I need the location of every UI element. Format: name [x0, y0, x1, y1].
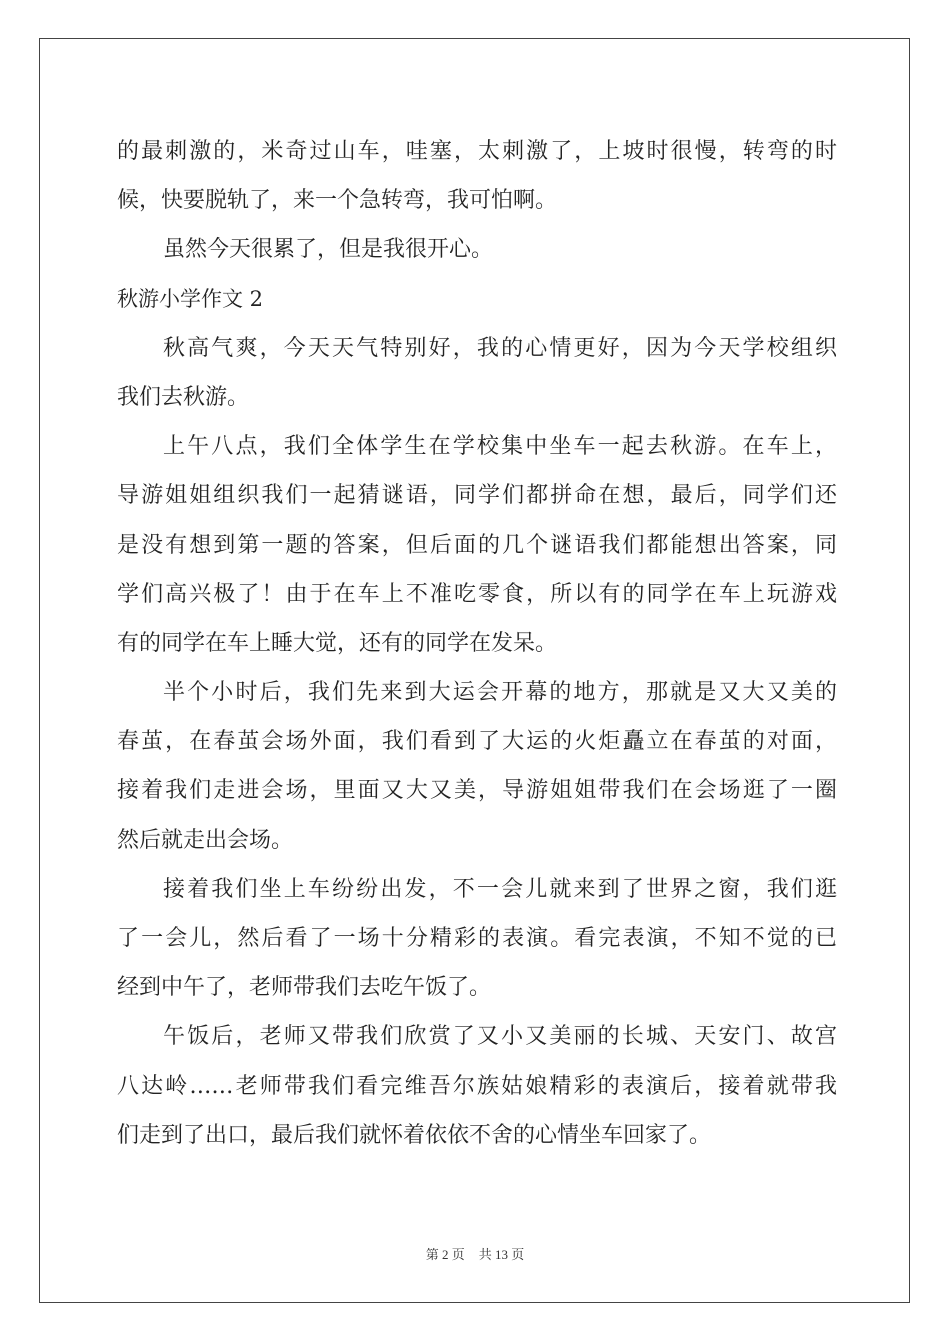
- text-line: 经到中午了，老师带我们去吃午饭了。: [117, 975, 492, 1001]
- text-line: 午饭后，老师又带我们欣赏了又小又美丽的长城、天安门、故宫: [163, 1024, 837, 1050]
- text-line: 秋高气爽，今天天气特别好，我的心情更好，因为今天学校组织: [163, 335, 837, 361]
- text-line: 学们高兴极了！由于在车上不准吃零食，所以有的同学在车上玩游戏: [117, 581, 837, 607]
- text-line: 上午八点，我们全体学生在学校集中坐车一起去秋游。在车上，: [163, 434, 837, 460]
- page-number: 第 2 页: [425, 1247, 465, 1262]
- text-line: 春茧，在春茧会场外面，我们看到了大运的火炬矗立在春茧的对面，: [117, 729, 837, 755]
- text-line: 是没有想到第一题的答案，但后面的几个谜语我们都能想出答案，同: [117, 532, 837, 558]
- text-line: 接着我们走进会场，里面又大又美，导游姐姐带我们在会场逛了一圈: [117, 778, 837, 804]
- text-line: 八达岭……老师带我们看完维吾尔族姑娘精彩的表演后，接着就带我: [117, 1073, 837, 1099]
- document-body: [117, 127, 837, 1160]
- text-line: 然后就走出会场。: [117, 827, 294, 853]
- text-line: 们走到了出口，最后我们就怀着依依不舍的心情坐车回家了。: [117, 1122, 712, 1148]
- text-line: 接着我们坐上车纷纷出发，不一会儿就来到了世界之窗，我们逛: [163, 876, 837, 902]
- text-line: 虽然今天很累了，但是我很开心。: [163, 237, 494, 263]
- text-line: 导游姐姐组织我们一起猜谜语，同学们都拼命在想，最后，同学们还: [117, 483, 837, 509]
- text-line: 有的同学在车上睡大觉，还有的同学在发呆。: [117, 630, 558, 656]
- text-line: 我们去秋游。: [117, 384, 250, 410]
- page-footer: [0, 1244, 950, 1263]
- text-line: 半个小时后，我们先来到大运会开幕的地方，那就是又大又美的: [163, 680, 837, 706]
- text-line: 了一会儿，然后看了一场十分精彩的表演。看完表演，不知不觉的已: [117, 926, 837, 951]
- section-heading: 秋游小学作文 2: [117, 286, 264, 311]
- text-line: 的最刺激的，米奇过山车，哇塞，太刺激了，上坡时很慢，转弯的时: [117, 139, 837, 164]
- text-line: 候，快要脱轨了，来一个急转弯，我可怕啊。: [117, 188, 558, 214]
- page-total: 共 13 页: [478, 1247, 525, 1262]
